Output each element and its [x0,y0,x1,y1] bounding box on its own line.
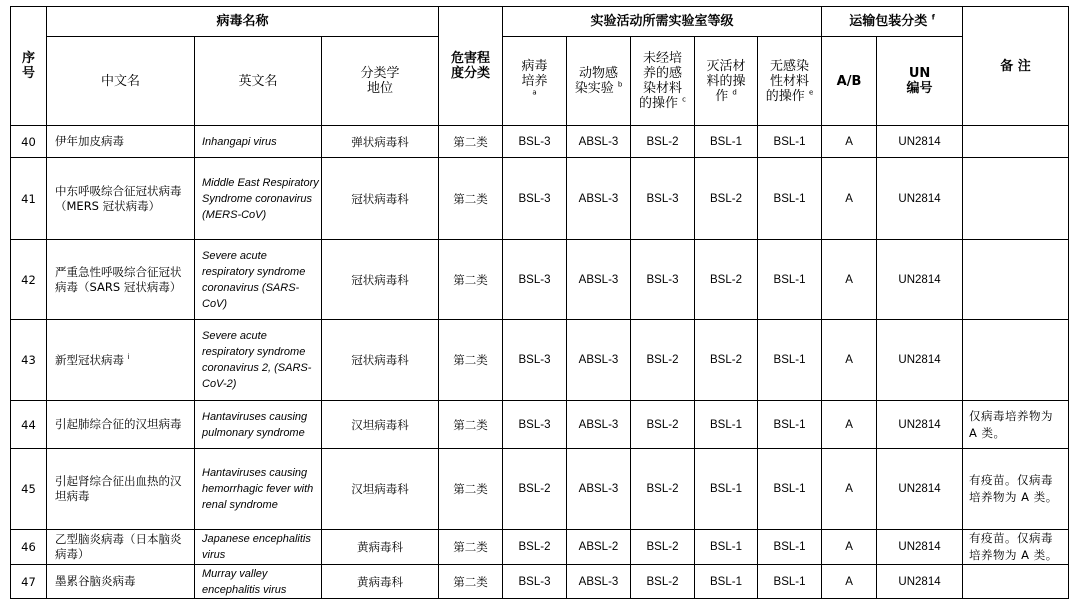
col-header-english-name: 英文名 [195,37,322,126]
cell-english-name [195,240,322,320]
cell-animal-level [567,449,631,530]
cell-animal-level [567,158,631,240]
cell-culture-level [503,401,567,449]
col-header-remarks: 备 注 [963,7,1069,126]
cell-inactivated-level-text: BSL-2 [710,273,742,286]
cell-english-name-text: Severe acute respiratory syndrome coronavirus 2, (SARS-CoV-2) [202,330,312,390]
cell-no-text: 41 [21,191,36,206]
cell-hazard-text: 第二类 [453,482,488,496]
cell-ab [822,158,877,240]
col-header-virus-name: 病毒名称 [47,7,439,37]
cell-chinese-name-text: 中东呼吸综合征冠状病毒（MERS 冠状病毒） [55,183,182,213]
cell-no [11,565,47,599]
col-header-hazard: 危害程度分类 [439,7,503,126]
cell-taxonomy [322,565,439,599]
cell-inactivated-level [695,158,758,240]
cell-english-name-text: Hantaviruses causing pulmonary syndrome [202,410,308,439]
cell-english-name-text: Severe acute respiratory syndrome coronavirus (SARS-CoV) [202,249,306,310]
cell-animal-level-text: ABSL-3 [578,575,619,588]
col-header-culture: 病毒培养 $^a$ [503,37,567,126]
cell-noninfectious-level-text: BSL-1 [773,483,806,495]
cell-remarks [963,530,1069,565]
cell-chinese-name-text: 引起肾综合征出血热的汉坦病毒 [55,474,182,503]
cell-animal-level-text: ABSL-3 [578,354,619,366]
table-row [11,126,1069,158]
cell-no-text: 42 [21,272,36,287]
cell-inactivated-level [695,449,758,530]
cell-taxonomy-text: 黄病毒科 [357,574,403,589]
cell-noninfectious-level [758,449,822,530]
cell-no [11,240,47,320]
cell-chinese-name [47,449,195,530]
col-header-no: 序号 [11,7,47,126]
cell-uncultured-level-text: BSL-3 [646,192,679,205]
cell-animal-level [567,126,631,158]
cell-chinese-name [47,158,195,240]
cell-hazard [439,565,503,599]
cell-ab [822,240,877,320]
cell-english-name [195,126,322,158]
cell-animal-level-text: ABSL-3 [578,418,619,431]
cell-taxonomy-text: 冠状病毒科 [351,353,409,367]
cell-animal-level [567,565,631,599]
cell-un-number [877,126,963,158]
cell-noninfectious-level-text: BSL-1 [773,192,806,205]
cell-ab-text: A [845,575,853,588]
cell-hazard-text: 第二类 [453,134,488,149]
cell-hazard [439,158,503,240]
cell-english-name-text: Middle East Respiratory Syndrome coronavirus (MERS-CoV) [202,176,319,221]
table-body [11,126,1069,599]
cell-uncultured-level [631,126,695,158]
cell-hazard-text: 第二类 [453,191,488,206]
cell-un-number-text: UN2814 [898,192,941,205]
cell-no-text: 40 [21,134,36,149]
cell-uncultured-level [631,565,695,599]
cell-inactivated-level [695,401,758,449]
cell-taxonomy [322,240,439,320]
col-header-lab-level: 实验活动所需实验室等级 [503,7,822,37]
table-header [11,7,1069,126]
cell-ab [822,401,877,449]
cell-culture-level [503,158,567,240]
cell-uncultured-level-text: BSL-2 [646,418,679,431]
cell-hazard [439,401,503,449]
cell-inactivated-level-text: BSL-1 [710,575,742,588]
cell-un-number-text: UN2814 [898,354,941,366]
cell-uncultured-level-text: BSL-2 [646,575,679,588]
cell-uncultured-level-text: BSL-3 [646,273,679,286]
cell-english-name [195,401,322,449]
cell-inactivated-level-text: BSL-1 [710,483,742,495]
cell-inactivated-level [695,126,758,158]
cell-taxonomy [322,126,439,158]
cell-culture-level [503,449,567,530]
cell-culture-level-text: BSL-3 [518,418,551,431]
cell-un-number [877,158,963,240]
cell-taxonomy [322,320,439,401]
col-header-inactivated: 灭活材料的操作 $^d$ [695,37,758,126]
cell-culture-level [503,126,567,158]
cell-chinese-name-text: 引起肺综合征的汉坦病毒 [55,417,182,431]
cell-chinese-name [47,401,195,449]
cell-hazard-text: 第二类 [453,540,488,554]
cell-hazard [439,530,503,565]
cell-un-number-text: UN2814 [898,135,941,148]
cell-ab [822,530,877,565]
footnote-marker: i [127,352,130,361]
cell-animal-level [567,240,631,320]
cell-noninfectious-level-text: BSL-1 [773,541,806,553]
table-row [11,158,1069,240]
cell-no [11,530,47,565]
cell-hazard [439,240,503,320]
cell-hazard-text: 第二类 [453,272,488,287]
cell-noninfectious-level-text: BSL-1 [773,418,806,431]
cell-culture-level [503,240,567,320]
cell-inactivated-level-text: BSL-2 [710,192,742,205]
cell-animal-level-text: ABSL-3 [578,483,619,495]
cell-chinese-name [47,565,195,599]
cell-ab-text: A [845,273,853,286]
cell-remarks [963,240,1069,320]
cell-remarks-text: 有疫苗。仅病毒培养物为 A 类。 [969,473,1058,504]
cell-english-name-text: Inhangapi virus [202,135,277,148]
cell-animal-level-text: ABSL-3 [578,273,619,286]
cell-culture-level-text: BSL-3 [518,575,551,588]
cell-taxonomy-text: 弹状病毒科 [351,134,409,149]
cell-english-name-text: Hantaviruses causing hemorrhagic fever with renal syndrome [202,467,314,511]
cell-noninfectious-level-text: BSL-1 [773,135,806,148]
cell-animal-level-text: ABSL-3 [578,192,619,205]
cell-uncultured-level [631,320,695,401]
cell-culture-level-text: BSL-3 [518,192,551,205]
cell-no [11,320,47,401]
cell-un-number [877,530,963,565]
cell-chinese-name [47,530,195,565]
cell-chinese-name [47,126,195,158]
cell-uncultured-level-text: BSL-2 [646,483,679,495]
cell-ab [822,449,877,530]
col-header-chinese-name: 中文名 [47,37,195,126]
cell-taxonomy-text: 汉坦病毒科 [351,482,409,496]
cell-chinese-name-text: 严重急性呼吸综合征冠状病毒（SARS 冠状病毒） [55,264,182,294]
cell-noninfectious-level [758,530,822,565]
cell-inactivated-level-text: BSL-2 [710,354,742,366]
cell-taxonomy [322,530,439,565]
cell-noninfectious-level [758,320,822,401]
cell-inactivated-level-text: BSL-1 [710,418,742,431]
cell-ab-text: A [845,192,853,205]
cell-no-text: 46 [21,540,36,554]
cell-un-number [877,449,963,530]
cell-inactivated-level-text: BSL-1 [710,135,742,148]
table-row [11,240,1069,320]
cell-hazard-text: 第二类 [453,417,488,432]
cell-taxonomy [322,158,439,240]
col-header-noninfectious: 无感染性材料的操作 $^e$ [758,37,822,126]
cell-hazard [439,449,503,530]
cell-hazard [439,126,503,158]
cell-inactivated-level [695,565,758,599]
cell-un-number [877,240,963,320]
virus-classification-table [10,6,1069,599]
cell-un-number-text: UN2814 [898,483,941,495]
cell-remarks [963,158,1069,240]
cell-remarks [963,565,1069,599]
cell-hazard-text: 第二类 [453,574,488,589]
cell-english-name [195,530,322,565]
cell-no-text: 47 [21,574,36,589]
cell-hazard-text: 第二类 [453,353,488,367]
cell-noninfectious-level [758,240,822,320]
cell-uncultured-level [631,158,695,240]
cell-no [11,158,47,240]
cell-remarks-text: 有疫苗。仅病毒培养物为 A 类。 [969,531,1058,562]
cell-uncultured-level [631,449,695,530]
cell-chinese-name-text: 伊年加皮病毒 [55,134,124,148]
col-header-animal: 动物感染实验 $^b$ [567,37,631,126]
cell-culture-level [503,320,567,401]
cell-chinese-name-text: 新型冠状病毒 [55,352,124,367]
cell-ab-text: A [845,418,853,431]
cell-uncultured-level [631,240,695,320]
cell-remarks [963,449,1069,530]
cell-un-number-text: UN2814 [898,541,941,553]
cell-taxonomy-text: 冠状病毒科 [351,191,409,206]
cell-animal-level [567,401,631,449]
cell-hazard [439,320,503,401]
cell-taxonomy-text: 黄病毒科 [357,540,403,554]
cell-animal-level-text: ABSL-2 [578,541,619,553]
cell-noninfectious-level [758,565,822,599]
col-header-taxonomy: 分类学地位 [322,37,439,126]
cell-taxonomy [322,401,439,449]
cell-un-number [877,401,963,449]
cell-chinese-name-text: 乙型脑炎病毒（日本脑炎病毒） [55,532,182,561]
cell-un-number-text: UN2814 [898,575,941,588]
cell-ab [822,320,877,401]
cell-remarks [963,401,1069,449]
table-row [11,401,1069,449]
cell-taxonomy-text: 汉坦病毒科 [351,417,409,432]
col-header-transport: 运输包装分类 $^f$ [822,7,963,37]
cell-uncultured-level [631,401,695,449]
cell-ab [822,565,877,599]
cell-animal-level-text: ABSL-3 [578,135,619,148]
cell-animal-level [567,320,631,401]
cell-english-name [195,565,322,599]
cell-ab-text: A [845,483,853,495]
cell-no [11,449,47,530]
cell-culture-level [503,530,567,565]
table-row [11,565,1069,599]
table-row [11,320,1069,401]
cell-culture-level-text: BSL-2 [518,483,551,495]
cell-ab-text: A [845,135,853,148]
cell-taxonomy [322,449,439,530]
cell-inactivated-level [695,240,758,320]
col-header-ab: A/B [822,37,877,126]
cell-no [11,126,47,158]
cell-noninfectious-level-text: BSL-1 [773,273,806,286]
cell-noninfectious-level [758,126,822,158]
col-header-un: UN编号 [877,37,963,126]
cell-no [11,401,47,449]
cell-english-name [195,449,322,530]
cell-remarks [963,320,1069,401]
cell-culture-level-text: BSL-3 [518,354,551,366]
cell-chinese-name-text: 墨累谷脑炎病毒 [55,574,136,588]
cell-un-number [877,320,963,401]
cell-noninfectious-level [758,401,822,449]
table-row [11,449,1069,530]
cell-chinese-name [47,240,195,320]
cell-no-text: 45 [21,482,36,496]
cell-culture-level-text: BSL-3 [518,135,551,148]
cell-un-number-text: UN2814 [898,273,941,286]
cell-un-number-text: UN2814 [898,418,941,431]
cell-remarks-text: 仅病毒培养物为 A 类。 [969,408,1054,440]
cell-uncultured-level-text: BSL-2 [646,354,679,366]
cell-no-text: 43 [21,353,36,367]
cell-un-number [877,565,963,599]
cell-noninfectious-level-text: BSL-1 [773,575,806,588]
cell-ab [822,126,877,158]
cell-noninfectious-level-text: BSL-1 [773,354,806,366]
cell-inactivated-level [695,320,758,401]
cell-english-name-text: Japanese encephalitis virus [202,533,311,561]
cell-no-text: 44 [21,417,36,432]
cell-english-name [195,158,322,240]
cell-taxonomy-text: 冠状病毒科 [351,272,409,287]
table-row [11,530,1069,565]
cell-remarks [963,126,1069,158]
cell-culture-level-text: BSL-3 [518,273,551,286]
col-header-uncultured: 未经培养的感染材料的操作 $^c$ [631,37,695,126]
cell-noninfectious-level [758,158,822,240]
cell-uncultured-level-text: BSL-2 [646,135,679,148]
cell-uncultured-level [631,530,695,565]
cell-chinese-name [47,320,195,401]
cell-culture-level-text: BSL-2 [518,541,551,553]
cell-animal-level [567,530,631,565]
cell-uncultured-level-text: BSL-2 [646,541,679,553]
cell-culture-level [503,565,567,599]
cell-ab-text: A [845,541,853,553]
cell-english-name [195,320,322,401]
cell-ab-text: A [845,354,853,366]
cell-inactivated-level-text: BSL-1 [710,541,742,553]
cell-inactivated-level [695,530,758,565]
cell-english-name-text: Murray valley encephalitis virus [202,567,287,596]
